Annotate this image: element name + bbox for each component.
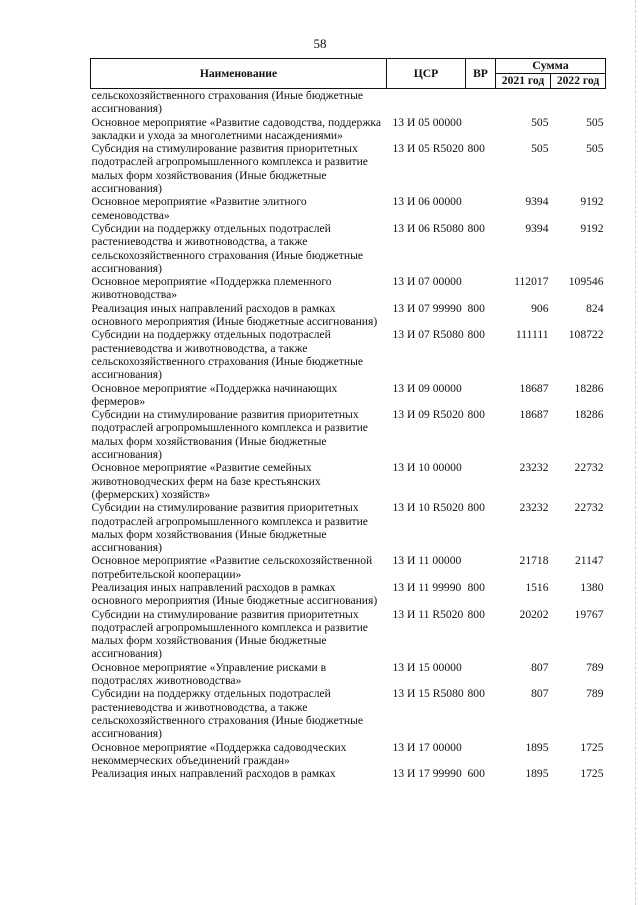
row-sum-2022: 22732 <box>574 461 604 475</box>
row-name: Субсидии на стимулирование развития приоритетных подотраслей агропромышленного комплекса и развитие малых форм хозяйствования (Иные бюджетные ассигнования) <box>91 501 368 555</box>
row-sum-2021: 18687 <box>519 408 549 422</box>
header-year-2022: 2022 год <box>551 74 606 89</box>
row-vr: 800 <box>467 301 485 315</box>
row-vr <box>466 275 496 302</box>
header-csr: ЦСР <box>387 59 466 89</box>
row-sum-2022: 1725 <box>580 740 604 754</box>
row-sum-2022: 21147 <box>574 554 604 568</box>
row-name: Основное мероприятие «Развитие сельскохозяйственной потребительской кооперации» <box>91 554 373 581</box>
table-row <box>91 767 606 780</box>
table-row <box>91 142 606 195</box>
table-row <box>91 328 606 381</box>
row-vr: 600 <box>467 767 485 781</box>
row-sum-2021: 23232 <box>519 501 549 515</box>
row-vr: 800 <box>467 501 485 515</box>
row-sum-2022: 109546 <box>568 275 604 289</box>
row-sum-2022: 18286 <box>574 381 604 395</box>
row-sum-2021: 1895 <box>525 740 549 754</box>
table-row <box>91 275 606 302</box>
table-row <box>91 554 606 581</box>
header-sum: Сумма <box>496 59 606 74</box>
row-csr: 13 И 10 R5020 <box>392 501 464 515</box>
row-csr: 13 И 15 R5080 <box>392 687 464 701</box>
row-sum-2021: 23232 <box>519 461 549 475</box>
table-header <box>91 59 606 89</box>
row-vr <box>466 461 496 501</box>
row-sum-2022: 108722 <box>568 328 604 342</box>
row-sum-2022: 789 <box>586 687 604 701</box>
row-csr: 13 И 05 00000 <box>392 115 462 129</box>
table-row <box>91 408 606 461</box>
table-row <box>91 741 606 768</box>
row-csr: 13 И 06 R5080 <box>392 221 464 235</box>
row-csr: 13 И 11 00000 <box>392 554 462 568</box>
row-vr <box>466 195 496 222</box>
row-name: Субсидии на поддержку отдельных подотраслей растениеводства и животноводства, а также сельскохозяйственного страхования (Иные бюджетные ассигнования) <box>91 328 364 382</box>
row-name: Субсидии на стимулирование развития приоритетных подотраслей агропромышленного комплекса и развитие малых форм хозяйствования (Иные бюджетные ассигнования) <box>91 607 368 661</box>
table-row <box>91 661 606 688</box>
row-sum-2022: 9192 <box>580 221 604 235</box>
row-vr <box>466 661 496 688</box>
row-sum-2021: 20202 <box>519 607 549 621</box>
row-sum-2022: 505 <box>586 142 604 156</box>
row-name: Реализация иных направлений расходов в рамках основного мероприятия (Иные бюджетные ассигнования) <box>91 580 378 608</box>
row-vr <box>466 89 496 116</box>
table-body <box>91 89 606 781</box>
row-name: Основное мероприятие «Поддержка садоводческих некоммерческих объединений граждан» <box>91 740 347 767</box>
row-vr: 800 <box>467 607 485 621</box>
table-row <box>91 116 606 143</box>
table-row <box>91 302 606 329</box>
header-vr: ВР <box>466 59 496 89</box>
row-vr: 800 <box>467 408 485 422</box>
row-name: Субсидии на поддержку отдельных подотраслей растениеводства и животноводства, а также сельскохозяйственного страхования (Иные бюджетные ассигнования) <box>91 221 364 275</box>
row-vr: 800 <box>467 142 485 156</box>
row-csr: 13 И 17 00000 <box>392 740 462 754</box>
row-sum-2021: 906 <box>531 301 549 315</box>
row-name: Основное мероприятие «Поддержка начинающих фермеров» <box>91 381 338 408</box>
row-sum-2022: 19767 <box>574 607 604 621</box>
row-csr: 13 И 15 00000 <box>392 660 462 674</box>
row-name: Основное мероприятие «Поддержка племенного животноводства» <box>91 275 332 302</box>
row-sum-2022: 1725 <box>580 767 604 781</box>
row-csr: 13 И 09 00000 <box>392 381 462 395</box>
row-sum-2022: 18286 <box>574 408 604 422</box>
row-name: Основное мероприятие «Развитие семейных животноводческих ферм на базе крестьянских (фермерских) хозяйств» <box>91 461 321 501</box>
row-csr: 13 И 07 R5080 <box>392 328 464 342</box>
row-vr: 800 <box>467 328 485 342</box>
row-csr: 13 И 10 00000 <box>392 461 462 475</box>
row-sum-2022: 789 <box>586 660 604 674</box>
row-csr: 13 И 07 99990 <box>392 301 462 315</box>
row-csr: 13 И 11 99990 <box>392 580 462 594</box>
row-sum-2021: 505 <box>531 142 549 156</box>
row-sum-2021: 1516 <box>525 580 549 594</box>
row-sum-2021: 807 <box>531 660 549 674</box>
header-year-2021: 2021 год <box>496 74 551 89</box>
row-vr <box>466 382 496 409</box>
scan-margin-line <box>634 0 636 905</box>
row-sum-2022: 9192 <box>580 195 604 209</box>
row-sum-2021 <box>496 89 551 116</box>
row-name: Реализация иных направлений расходов в рамках основного мероприятия (Иные бюджетные ассигнования) <box>91 301 378 329</box>
table-row <box>91 195 606 222</box>
table-row <box>91 581 606 608</box>
row-name: Основное мероприятие «Развитие элитного семеноводства» <box>91 195 307 222</box>
row-csr <box>387 89 466 116</box>
row-sum-2022: 824 <box>586 301 604 315</box>
row-csr: 13 И 11 R5020 <box>392 607 464 621</box>
row-csr: 13 И 06 00000 <box>392 195 462 209</box>
row-csr: 13 И 09 R5020 <box>392 408 464 422</box>
row-sum-2021: 1895 <box>525 767 549 781</box>
row-sum-2022: 1380 <box>580 580 604 594</box>
table-row <box>91 222 606 275</box>
row-vr: 800 <box>467 580 485 594</box>
row-name: Реализация иных направлений расходов в рамках <box>91 767 336 781</box>
row-sum-2022: 22732 <box>574 501 604 515</box>
row-csr: 13 И 17 99990 <box>392 767 462 781</box>
row-sum-2021: 21718 <box>519 554 549 568</box>
budget-table-container <box>90 58 605 780</box>
table-row <box>91 461 606 501</box>
header-name: Наименование <box>91 59 387 89</box>
row-name: сельскохозяйственного страхования (Иные бюджетные ассигнования) <box>91 89 364 116</box>
row-vr: 800 <box>467 221 485 235</box>
row-csr: 13 И 07 00000 <box>392 275 462 289</box>
row-csr: 13 И 05 R5020 <box>392 142 464 156</box>
row-sum-2021: 112017 <box>514 275 549 289</box>
page-number: 58 <box>313 36 327 51</box>
table-row <box>91 687 606 740</box>
table-row <box>91 608 606 661</box>
row-sum-2021: 9394 <box>525 195 549 209</box>
row-vr: 800 <box>467 687 485 701</box>
table-row <box>91 382 606 409</box>
row-vr <box>466 116 496 143</box>
row-sum-2021: 18687 <box>519 381 549 395</box>
row-name: Субсидия на стимулирование развития приоритетных подотраслей агропромышленного комплекса и развитие малых форм хозяйствования (Иные бюджетные ассигнования) <box>91 142 368 196</box>
row-name: Основное мероприятие «Развитие садоводства, поддержка закладки и ухода за многолетними насаждениями» <box>91 115 381 142</box>
row-sum-2021: 505 <box>531 115 549 129</box>
row-sum-2021: 111111 <box>515 328 549 342</box>
row-sum-2021: 9394 <box>525 221 549 235</box>
row-sum-2021: 807 <box>531 687 549 701</box>
row-sum-2022: 505 <box>586 115 604 129</box>
table-row <box>91 501 606 554</box>
row-sum-2022 <box>551 89 606 116</box>
table-row <box>91 89 606 116</box>
row-name: Основное мероприятие «Управление рисками в подотраслях животноводства» <box>91 660 327 688</box>
row-name: Субсидии на стимулирование развития приоритетных подотраслей агропромышленного комплекса и развитие малых форм хозяйствования (Иные бюджетные ассигнования) <box>91 408 368 462</box>
row-vr <box>466 554 496 581</box>
row-vr <box>466 741 496 768</box>
row-name: Субсидии на поддержку отдельных подотраслей растениеводства и животноводства, а также сельскохозяйственного страхования (Иные бюджетные ассигнования) <box>91 687 364 741</box>
budget-table <box>90 58 606 780</box>
